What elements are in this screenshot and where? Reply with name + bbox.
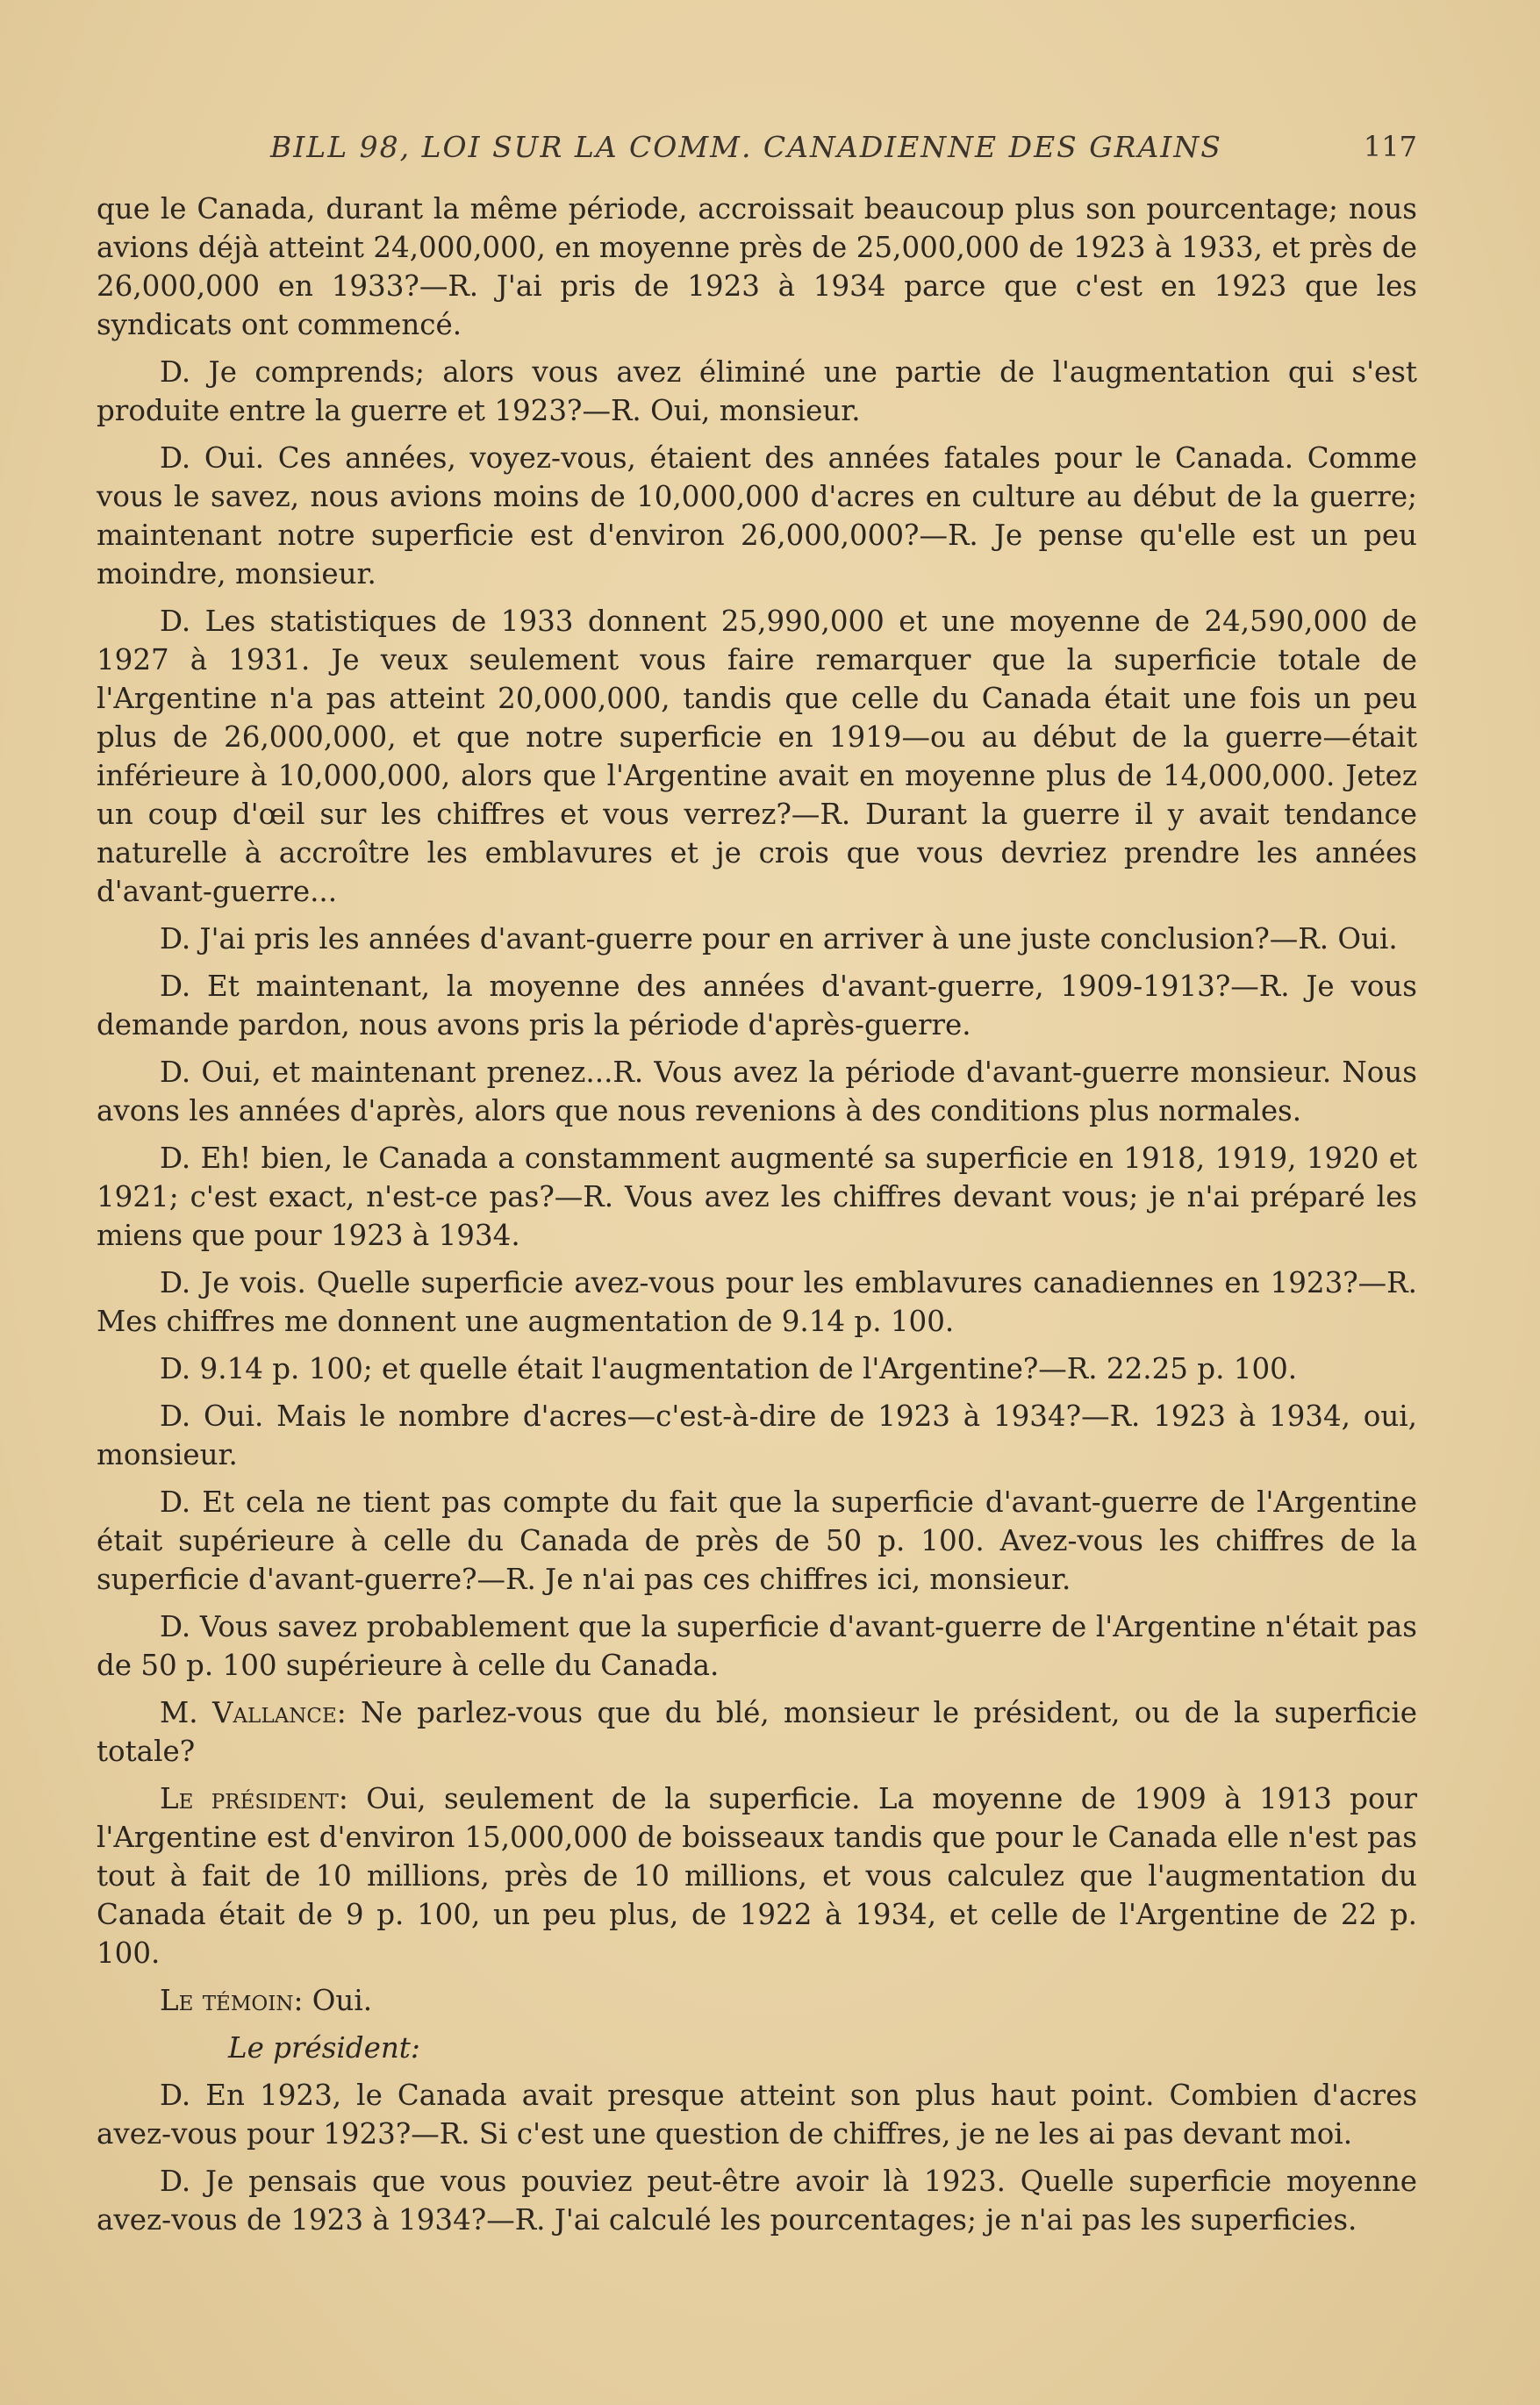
speaker-label: Le président: — [160, 1782, 348, 1815]
paragraph: D. 9.14 p. 100; et quelle était l'augmentation de l'Argentine?—R. 22.25 p. 100. — [160, 1352, 1298, 1385]
paragraph: D. Eh! bien, le Canada a constamment augmenté sa superficie en 1918, 1919, 1920 et 1921; c'est exact, n'est-ce pas?—R. Vous avez les chiffres devant vous; je n'ai préparé les miens que pour 1923 à 1934. — [97, 1142, 1417, 1252]
body-text — [97, 190, 1417, 2239]
speech-text: Oui. — [303, 1984, 373, 2017]
running-title: BILL 98, LOI SUR LA COMM. CANADIENNE DES GRAINS — [270, 130, 1222, 164]
paragraph: D. J'ai pris les années d'avant-guerre pour en arriver à une juste conclusion?—R. Oui. — [160, 922, 1398, 956]
paragraph: D. Oui. Mais le nombre d'acres—c'est-à-dire de 1923 à 1934?—R. 1923 à 1934, oui, monsieur. — [97, 1399, 1417, 1471]
section-heading: Le président: — [228, 2031, 420, 2065]
speech-text: Ne parlez-vous que du blé, monsieur le président, ou de la superficie totale? — [97, 1696, 1417, 1768]
paragraph: D. Oui, et maintenant prenez...R. Vous avez la période d'avant-guerre monsieur. Nous avons les années d'après, alors que nous revenions à des conditions plus normales. — [97, 1056, 1417, 1127]
speaker-label: Le témoin: — [160, 1984, 304, 2017]
paragraph: D. Et maintenant, la moyenne des années d'avant-guerre, 1909-1913?—R. Je vous demande pardon, nous avons pris la période d'après-guerre. — [97, 970, 1417, 1041]
speaker-label: M. Vallance: — [160, 1696, 347, 1729]
paragraph: D. Les statistiques de 1933 donnent 25,990,000 et une moyenne de 24,590,000 de 1927 à 1931. Je veux seulement vous faire remarquer que la superficie totale de l'Argentine n'a pas atteint 20,000,000, tandis que celle du Canada était une fois un peu plus de 26,000,000, et que notre superficie en 1919—ou au début de la guerre—était inférieure à 10,000,000, alors que l'Argentine avait en moyenne plus de 14,000,000. Jetez un coup d'œil sur les chiffres et vous verrez?—R. Durant la guerre il y avait tendance naturelle à accroître les emblavures et je crois que vous devriez prendre les années d'avant-guerre... — [97, 605, 1417, 908]
paragraph: D. Et cela ne tient pas compte du fait que la superficie d'avant-guerre de l'Argentine était supérieure à celle du Canada de près de 50 p. 100. Avez-vous les chiffres de la superficie d'avant-guerre?—R. Je n'ai pas ces chiffres ici, monsieur. — [97, 1485, 1417, 1596]
paragraph — [97, 1981, 1417, 2020]
page-number: 117 — [1363, 130, 1417, 163]
paragraph: D. Je comprends; alors vous avez éliminé une partie de l'augmentation qui s'est produite entre la guerre et 1923?—R. Oui, monsieur. — [97, 355, 1417, 427]
paragraph: D. Je pensais que vous pouviez peut-être avoir là 1923. Quelle superficie moyenne avez-vous de 1923 à 1934?—R. J'ai calculé les pourcentages; je n'ai pas les superficies. — [97, 2165, 1417, 2237]
paragraph: D. Vous savez probablement que la superficie d'avant-guerre de l'Argentine n'était pas de 50 p. 100 supérieure à celle du Canada. — [97, 1610, 1417, 1682]
paragraph: D. Je vois. Quelle superficie avez-vous pour les emblavures canadiennes en 1923?—R. Mes chiffres me donnent une augmentation de 9.14 p. 100. — [97, 1266, 1417, 1338]
paragraph — [97, 1693, 1417, 1771]
paragraph: D. En 1923, le Canada avait presque atteint son plus haut point. Combien d'acres avez-vous pour 1923?—R. Si c'est une question de chiffres, je ne les ai pas devant moi. — [97, 2079, 1417, 2151]
speech-text: Oui, seulement de la superficie. La moyenne de 1909 à 1913 pour l'Argentine est d'environ 15,000,000 de boisseaux tandis que pour le Canada elle n'est pas tout à fait de 10 millions, près de 10 millions, et vous calculez que l'augmentation du Canada était de 9 p. 100, un peu plus, de 1922 à 1934, et celle de l'Argentine de 22 p. 100. — [97, 1782, 1417, 1970]
page-header — [97, 130, 1417, 172]
paragraph: D. Oui. Ces années, voyez-vous, étaient des années fatales pour le Canada. Comme vous le savez, nous avions moins de 10,000,000 d'acres en culture au début de la guerre; maintenant notre superficie est d'environ 26,000,000?—R. Je pense qu'elle est un peu moindre, monsieur. — [97, 441, 1417, 591]
paragraph: que le Canada, durant la même période, accroissait beaucoup plus son pourcentage; nous avions déjà atteint 24,000,000, en moyenne près de 25,000,000 de 1923 à 1933, et près de 26,000,000 en 1933?—R. J'ai pris de 1923 à 1934 parce que c'est en 1923 que les syndicats ont commencé. — [97, 192, 1417, 341]
paragraph — [97, 1779, 1417, 1972]
